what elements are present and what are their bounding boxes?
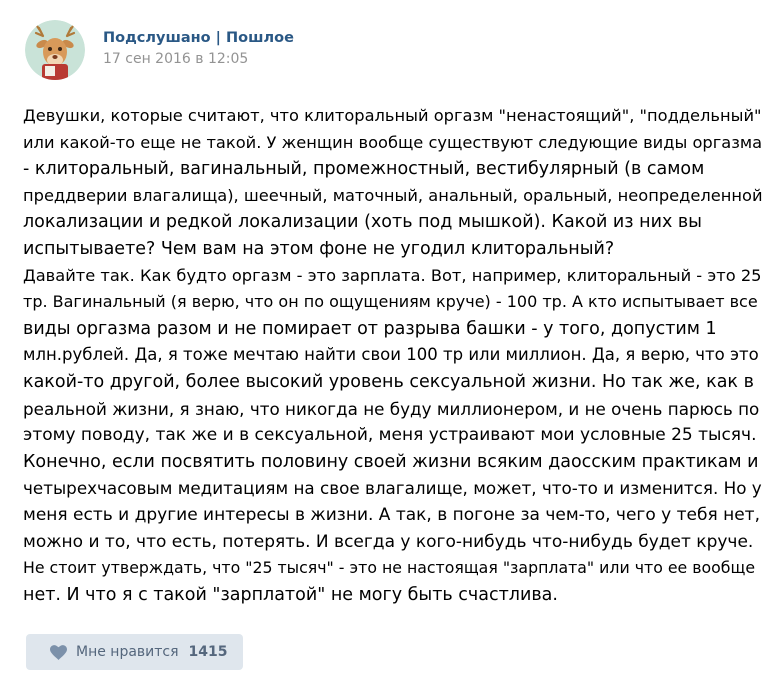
post-text-line: какой-то другой, более высокий уровень сексуальной жизни. Но так же, как в xyxy=(23,371,754,392)
post-text-line: реальной жизни, я знаю, что никогда не буду миллионером, и не очень парюсь по xyxy=(23,398,760,419)
post-text-line: преддверии влагалища), шеечный, маточный, анальный, оральный, неопределенной xyxy=(23,185,763,205)
like-label: Мне нравится xyxy=(76,644,179,660)
post-text-line: испытываете? Чем вам на этом фоне не угодил клиторальный? xyxy=(23,238,615,259)
post-header xyxy=(25,18,294,82)
post-text-line: - клиторальный, вагинальный, промежностный, вестибулярный (в самом xyxy=(23,159,705,180)
post-text-line: можно и то, что есть, потерять. И всегда у кого-нибудь что-нибудь будет круче. xyxy=(23,531,754,552)
post-date[interactable]: 17 сен 2016 в 12:05 xyxy=(103,50,249,67)
post-text-line: этому поводу, так же и в сексуальной, меня устраивают мои условные 25 тысяч. xyxy=(23,425,757,446)
post-text-line: или какой-то еще не такой. У женщин вообще существуют следующие виды оргазма xyxy=(23,132,763,152)
deer-avatar-icon[interactable] xyxy=(25,20,85,80)
post-text-line: четырехчасовым медитациям на свое влагалище, может, что-то и изменится. Но у xyxy=(23,478,762,499)
post-text-line: Конечно, если посвятить половину своей жизни всяким даосским практикам и xyxy=(23,451,759,472)
post-text xyxy=(23,103,763,608)
post-text-line: Девушки, которые считают, что клиторальный оргазм "ненастоящий", "поддельный" xyxy=(23,106,762,125)
post-text-line: тр. Вагинальный (я верю, что он по ощущениям круче) - 100 тр. А кто испытывает все xyxy=(23,292,758,312)
post-text-line: Давайте так. Как будто оргазм - это зарплата. Вот, например, клиторальный - это 25 xyxy=(23,265,762,285)
post-text-line: Не стоит утверждать, что "25 тысяч" - это не настоящая "зарплата" или что ее вообще xyxy=(23,558,756,578)
post-text-line: меня есть и другие интересы в жизни. А так, в погоне за чем-то, чего у тебя нет, xyxy=(23,504,760,525)
heart-icon xyxy=(50,645,67,660)
post-text-line: локализации и редкой локализации (хоть под мышкой). Какой из них вы xyxy=(23,212,702,233)
like-button[interactable] xyxy=(26,634,243,670)
post-text-line: нет. И что я с такой "зарплатой" не могу быть счастлива. xyxy=(23,584,558,605)
author-link[interactable]: Подслушано | Пошлое xyxy=(103,29,294,46)
post-text-line: виды оргазма разом и не помирает от разрыва башки - у того, допустим 1 xyxy=(23,318,717,339)
post-text-line: млн.рублей. Да, я тоже мечтаю найти свои 100 тр или миллион. Да, я верю, что это xyxy=(23,345,759,365)
like-count: 1415 xyxy=(188,644,228,660)
post-meta xyxy=(103,28,294,69)
